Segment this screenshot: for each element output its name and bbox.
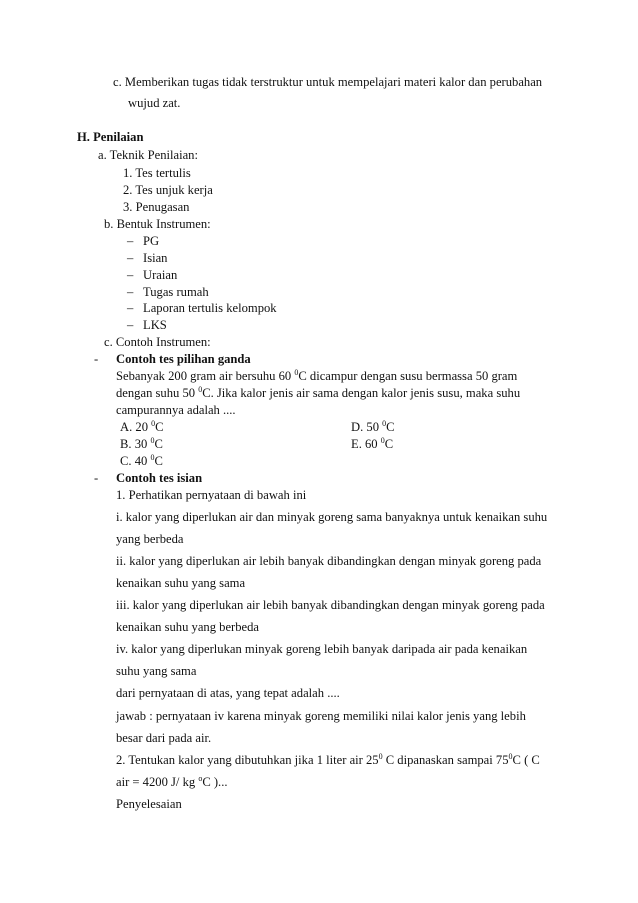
bentuk-item: LKS (143, 318, 167, 332)
isian-line: kenaikan suhu yang berbeda (116, 620, 260, 634)
pg-dash: - (94, 352, 99, 366)
bentuk-bullet: – (127, 285, 134, 299)
teknik-item: 2. Tes unjuk kerja (123, 183, 213, 197)
bentuk-item: Tugas rumah (143, 285, 209, 299)
pg-question-line2: dengan suhu 50 $^0$C. Jika kalor jenis air sama dengan kalor jenis susu, maka suhu (116, 384, 521, 400)
bentuk-item: Uraian (143, 268, 178, 282)
pg-option-c: C. 40 $^0$C (120, 452, 163, 468)
bentuk-item: Laporan tertulis kelompok (143, 301, 277, 315)
pg-option-b: B. 30 $^0$C (120, 435, 163, 451)
teknik-title: a. Teknik Penilaian: (98, 148, 198, 162)
isian-line: kenaikan suhu yang sama (116, 576, 246, 590)
contoh-title: c. Contoh Instrumen: (104, 335, 211, 349)
bentuk-title: b. Bentuk Instrumen: (104, 217, 211, 231)
isian-line: yang berbeda (116, 532, 184, 546)
isian-dash: - (94, 471, 99, 485)
isian-line: jawab : pernyataan iv karena minyak goreng memiliki nilai kalor jenis yang lebih (116, 709, 526, 723)
bentuk-item: Isian (143, 251, 168, 265)
isian-line: suhu yang sama (116, 664, 197, 678)
pg-question-line1: Sebanyak 200 gram air bersuhu 60 $^0$C dicampur dengan susu bermassa 50 gram (116, 367, 518, 383)
isian-line: i. kalor yang diperlukan air dan minyak goreng sama banyaknya untuk kenaikan suhu (116, 510, 548, 524)
isian-line: ii. kalor yang diperlukan air lebih banyak dibandingkan dengan minyak goreng pada (116, 554, 542, 568)
pg-heading: Contoh tes pilihan ganda (116, 352, 251, 366)
bentuk-bullet: – (127, 251, 134, 265)
intro-c-line1: c. Memberikan tugas tidak terstruktur untuk mempelajari materi kalor dan perubahan (113, 75, 543, 89)
teknik-item: 3. Penugasan (123, 200, 190, 214)
isian-line: iv. kalor yang diperlukan minyak goreng lebih banyak daripada air pada kenaikan (116, 642, 528, 656)
isian-q2-line2: air = 4200 J/ kg $^o$C )... (116, 773, 228, 789)
isian-heading: Contoh tes isian (116, 471, 203, 485)
section-title: H. Penilaian (77, 130, 144, 144)
intro-c-line2: wujud zat. (128, 96, 181, 110)
isian-line: besar dari pada air. (116, 731, 212, 745)
bentuk-item: PG (143, 234, 160, 248)
bentuk-bullet: – (127, 301, 134, 315)
penyelesaian-label: Penyelesaian (116, 797, 182, 811)
pg-question-line3: campurannya adalah .... (116, 403, 236, 417)
teknik-item: 1. Tes tertulis (123, 166, 191, 180)
pg-option-a: A. 20 $^0$C (120, 418, 164, 434)
isian-line: 1. Perhatikan pernyataan di bawah ini (116, 488, 307, 502)
pg-option-d: D. 50 $^0$C (351, 418, 395, 434)
bentuk-bullet: – (127, 268, 134, 282)
isian-line: dari pernyataan di atas, yang tepat adalah .... (116, 686, 340, 700)
isian-line: iii. kalor yang diperlukan air lebih banyak dibandingkan dengan minyak goreng pada (116, 598, 545, 612)
bentuk-bullet: – (127, 318, 134, 332)
isian-q2-line1: 2. Tentukan kalor yang dibutuhkan jika 1 liter air $25^0$ C dipanaskan sampai $75^0C$ ( C (116, 751, 540, 767)
bentuk-bullet: – (127, 234, 134, 248)
pg-option-e: E. 60 $^0$C (351, 435, 394, 451)
